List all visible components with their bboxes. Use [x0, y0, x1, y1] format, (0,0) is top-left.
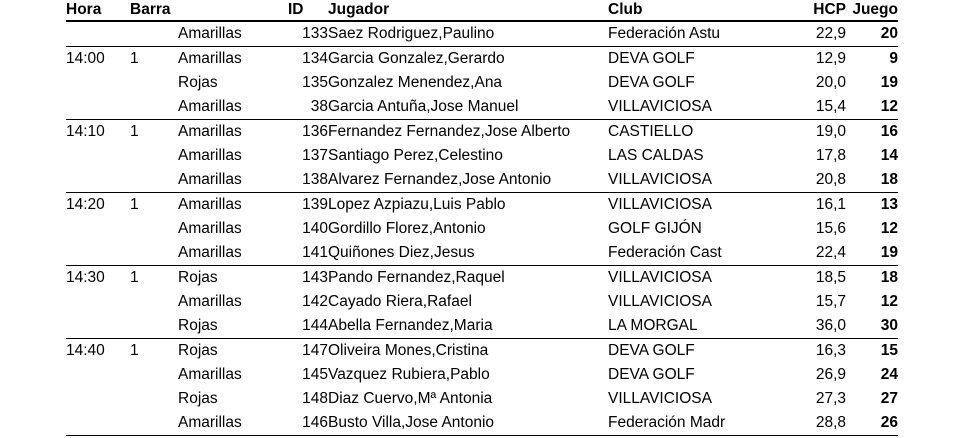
cell-tee: Rojas: [178, 339, 288, 364]
cell-id: 136: [288, 120, 328, 145]
cell-jugador: Gordillo Florez,Antonio: [328, 220, 486, 237]
cell-hcp: 19,0: [784, 120, 846, 145]
cell-jugador: Busto Villa,Jose Antonio: [328, 411, 608, 436]
table-row: [66, 193, 898, 218]
cell-hora: [66, 95, 130, 120]
cell-club: VILLAVICIOSA: [608, 193, 784, 218]
table-row: [66, 168, 898, 193]
cell-hora: 14:10: [66, 120, 130, 145]
cell-barra: [130, 71, 178, 95]
cell-hora: 14:30: [66, 266, 130, 291]
cell-id: 141: [302, 244, 328, 261]
cell-tee: Amarillas: [178, 147, 242, 164]
cell-id: 137: [302, 147, 328, 164]
table-row: [66, 120, 898, 145]
column-header-juego: Juego: [846, 0, 898, 21]
cell-id: 138: [302, 171, 328, 188]
cell-hora: [66, 144, 130, 168]
table-row: [66, 95, 898, 120]
cell-id: 133: [302, 25, 328, 42]
cell-juego: 18: [880, 171, 898, 188]
cell-club: VILLAVICIOSA: [608, 390, 712, 407]
cell-club: VILLAVICIOSA: [608, 266, 784, 291]
cell-hcp: 18,5: [784, 266, 846, 291]
cell-club: GOLF GIJÓN: [608, 220, 702, 237]
table-row: [66, 71, 898, 95]
table-row: [66, 241, 898, 266]
cell-tee: Rojas: [178, 390, 218, 407]
cell-hora: [66, 21, 130, 47]
cell-tee: Amarillas: [178, 120, 288, 145]
cell-club: Federación Madr: [608, 411, 784, 436]
column-header-hora: Hora: [66, 0, 130, 21]
cell-tee: Rojas: [178, 317, 218, 334]
cell-tee: Amarillas: [178, 98, 242, 115]
cell-id: 135: [302, 74, 328, 91]
column-header-barra: Barra: [130, 0, 178, 21]
cell-club: LAS CALDAS: [608, 147, 704, 164]
cell-id: 147: [288, 339, 328, 364]
cell-club: DEVA GOLF: [608, 339, 784, 364]
cell-jugador: Oliveira Mones,Cristina: [328, 339, 608, 364]
cell-barra: 1: [130, 120, 178, 145]
cell-juego: 19: [880, 74, 898, 91]
cell-hcp: 15,7: [815, 293, 846, 310]
cell-juego: 16: [846, 120, 898, 145]
cell-club: VILLAVICIOSA: [608, 171, 712, 188]
cell-jugador: Quiñones Diez,Jesus: [328, 244, 475, 261]
table-row: [66, 47, 898, 72]
table-row: [66, 217, 898, 241]
cell-tee: Amarillas: [178, 25, 242, 42]
cell-tee: Amarillas: [178, 293, 242, 310]
cell-tee: Amarillas: [178, 366, 242, 383]
cell-hcp: 36,0: [815, 317, 846, 334]
cell-tee: Rojas: [178, 74, 218, 91]
cell-barra: [130, 144, 178, 168]
cell-tee: Amarillas: [178, 244, 242, 261]
cell-club: DEVA GOLF: [608, 47, 784, 72]
table-row: [66, 387, 898, 411]
cell-hora: 14:00: [66, 47, 130, 72]
cell-jugador: Fernandez Fernandez,Jose Alberto: [328, 120, 608, 145]
cell-id: 139: [288, 193, 328, 218]
cell-hcp: 28,8: [784, 411, 846, 436]
cell-id: 38: [310, 98, 328, 115]
cell-barra: [130, 95, 178, 120]
table-row: [66, 21, 898, 47]
cell-barra: [130, 387, 178, 411]
cell-id: 142: [302, 293, 328, 310]
cell-juego: 12: [880, 98, 898, 115]
cell-jugador: Gonzalez Menendez,Ana: [328, 74, 503, 91]
cell-barra: [130, 241, 178, 266]
cell-hora: [66, 241, 130, 266]
cell-club: Federación Astu: [608, 25, 721, 42]
cell-barra: [130, 363, 178, 387]
cell-jugador: Garcia Gonzalez,Gerardo: [328, 47, 608, 72]
cell-barra: 1: [130, 193, 178, 218]
cell-jugador: Garcia Antuña,Jose Manuel: [328, 98, 519, 115]
cell-jugador: Vazquez Rubiera,Pablo: [328, 366, 490, 383]
cell-id: 148: [302, 390, 328, 407]
cell-hcp: 22,9: [815, 25, 846, 42]
cell-hora: [66, 314, 130, 339]
cell-tee: Amarillas: [178, 171, 242, 188]
cell-id: 146: [288, 411, 328, 436]
cell-barra: 1: [130, 266, 178, 291]
cell-club: CASTIELLO: [608, 120, 784, 145]
cell-club: VILLAVICIOSA: [608, 98, 712, 115]
table-row: [66, 144, 898, 168]
cell-barra: 1: [130, 339, 178, 364]
cell-hcp: 20,0: [815, 74, 846, 91]
cell-hora: [66, 387, 130, 411]
cell-juego: 26: [846, 411, 898, 436]
table-header-row: [66, 0, 898, 21]
cell-hora: [66, 217, 130, 241]
cell-juego: 24: [880, 366, 898, 383]
cell-hora: [66, 290, 130, 314]
cell-juego: 27: [880, 390, 898, 407]
cell-hora: 14:40: [66, 339, 130, 364]
cell-juego: 14: [880, 147, 898, 164]
cell-club: DEVA GOLF: [608, 74, 695, 91]
startlist-table: [66, 0, 898, 436]
cell-barra: [130, 314, 178, 339]
cell-hora: [66, 411, 130, 436]
cell-jugador: Alvarez Fernandez,Jose Antonio: [328, 171, 552, 188]
cell-jugador: Santiago Perez,Celestino: [328, 147, 503, 164]
cell-id: 143: [288, 266, 328, 291]
column-header-club: Club: [608, 0, 784, 21]
cell-club: VILLAVICIOSA: [608, 293, 712, 310]
cell-hcp: 22,4: [815, 244, 846, 261]
table-row: [66, 411, 898, 436]
column-header-hcp: HCP: [784, 0, 846, 21]
cell-hcp: 17,8: [815, 147, 846, 164]
table-row: [66, 339, 898, 364]
cell-id: 144: [302, 317, 328, 334]
table-row: [66, 363, 898, 387]
cell-barra: [130, 411, 178, 436]
cell-hora: 14:20: [66, 193, 130, 218]
cell-tee: Rojas: [178, 266, 288, 291]
cell-barra: [130, 217, 178, 241]
cell-juego: 18: [846, 266, 898, 291]
cell-juego: 15: [846, 339, 898, 364]
cell-jugador: Pando Fernandez,Raquel: [328, 266, 608, 291]
cell-barra: [130, 21, 178, 47]
cell-hora: [66, 71, 130, 95]
cell-id: 134: [288, 47, 328, 72]
cell-club: Federación Cast: [608, 244, 722, 261]
cell-juego: 13: [846, 193, 898, 218]
cell-id: 140: [302, 220, 328, 237]
cell-tee: Amarillas: [178, 193, 288, 218]
column-header-id: ID: [288, 0, 328, 21]
cell-hcp: 16,1: [784, 193, 846, 218]
column-header-jugador: Jugador: [328, 0, 608, 21]
cell-hcp: 20,8: [815, 171, 846, 188]
cell-club: LA MORGAL: [608, 317, 698, 334]
table-header: [66, 0, 898, 21]
cell-juego: 12: [880, 293, 898, 310]
cell-hora: [66, 168, 130, 193]
table-row: [66, 266, 898, 291]
cell-hcp: 26,9: [815, 366, 846, 383]
cell-tee: Amarillas: [178, 220, 242, 237]
cell-hcp: 15,6: [815, 220, 846, 237]
cell-barra: [130, 168, 178, 193]
cell-juego: 20: [880, 25, 898, 42]
cell-barra: [130, 290, 178, 314]
cell-jugador: Lopez Azpiazu,Luis Pablo: [328, 193, 608, 218]
cell-juego: 9: [846, 47, 898, 72]
cell-id: 145: [302, 366, 328, 383]
cell-jugador: Diaz Cuervo,Mª Antonia: [328, 390, 493, 407]
cell-juego: 30: [880, 317, 898, 334]
cell-jugador: Saez Rodriguez,Paulino: [328, 25, 495, 42]
table-row: [66, 314, 898, 339]
table-row: [66, 290, 898, 314]
cell-juego: 19: [880, 244, 898, 261]
cell-club: DEVA GOLF: [608, 366, 695, 383]
cell-hcp: 16,3: [784, 339, 846, 364]
table-body: [66, 21, 898, 436]
cell-tee: Amarillas: [178, 47, 288, 72]
cell-barra: 1: [130, 47, 178, 72]
cell-jugador: Cayado Riera,Rafael: [328, 293, 472, 310]
cell-hcp: 15,4: [815, 98, 846, 115]
cell-hcp: 27,3: [815, 390, 846, 407]
cell-jugador: Abella Fernandez,Maria: [328, 317, 493, 334]
cell-juego: 12: [880, 220, 898, 237]
column-header-tee: [178, 0, 288, 21]
cell-hora: [66, 363, 130, 387]
cell-hcp: 12,9: [784, 47, 846, 72]
cell-tee: Amarillas: [178, 411, 288, 436]
